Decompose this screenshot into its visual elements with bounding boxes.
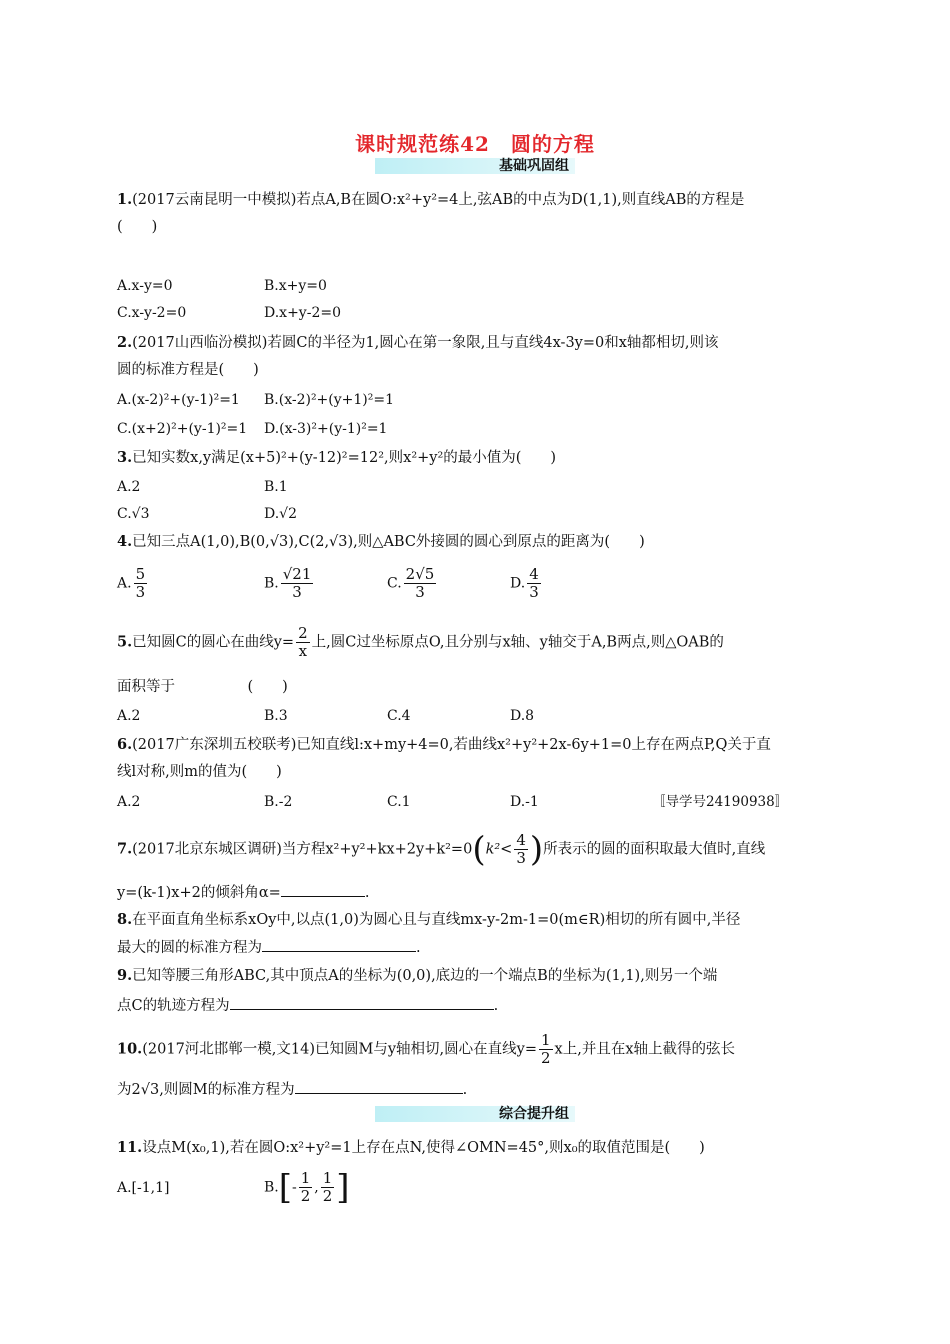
question-text: 已知圆C的圆心在曲线y= [132, 634, 295, 651]
option-b: B.x+y=0 [264, 278, 327, 294]
option-d: D.(x-3)²+(y-1)²=1 [264, 421, 388, 437]
question-text: 已知三点A(1,0),B(0,√3),C(2,√3),则△ABC外接圆的圆心到原点的距离为( ) [132, 534, 645, 550]
option-b: B.[- $\frac{1}{2}$ , $\frac{1}{2}$ ] [264, 1167, 350, 1208]
question-number: 5. [117, 633, 133, 651]
option-a: A.2 [117, 794, 141, 810]
answer-blank[interactable] [295, 1079, 463, 1094]
option-c: C.(x+2)²+(y-1)²=1 [117, 421, 248, 437]
question-text: 设点M(x₀,1),若在圆O:x²+y²=1上存在点N,使得∠OMN=45°,则x₀的取值范围是( ) [142, 1140, 705, 1156]
question-number: 9. [117, 967, 133, 984]
section-header-basic [375, 158, 575, 174]
option-a: A.2 [117, 479, 141, 495]
question-11 [117, 1138, 837, 1158]
question-1-paren: ( ) [117, 219, 158, 235]
question-number: 7. [117, 840, 133, 858]
question-7-line2: y=(k-1)x+2的倾斜角α= . [117, 882, 837, 903]
question-number: 4. [117, 533, 133, 550]
option-c: C. $\frac{2√5}{3}$ [387, 565, 435, 601]
question-1 [117, 190, 837, 210]
option-d: D. $\frac{4}{3}$ [510, 565, 539, 601]
section-label: 基础巩固组 [499, 158, 569, 174]
answer-blank[interactable] [230, 995, 494, 1010]
fraction: $\frac{2}{x}$ [298, 624, 308, 660]
question-6-line2: 线l对称,则m的值为( ) [117, 764, 282, 780]
page-title: 课时规范练42 圆的方程 [355, 132, 595, 156]
option-c: C.4 [387, 708, 411, 724]
option-c: C.1 [387, 794, 411, 810]
reference-number: 〚导学号24190938〛 [652, 794, 789, 810]
question-4 [117, 532, 837, 552]
question-number: 10. [117, 1040, 143, 1058]
question-9-line2: 点C的轨迹方程为 . [117, 995, 837, 1016]
question-6 [117, 735, 837, 755]
option-c: C.√3 [117, 506, 150, 522]
question-5-line2: 面积等于 ( ) [117, 679, 288, 695]
option-a: A.2 [117, 708, 141, 724]
question-number: 1. [117, 191, 133, 208]
option-d: D.8 [510, 708, 535, 724]
question-text: 已知等腰三角形ABC,其中顶点A的坐标为(0,0),底边的一个端点B的坐标为(1,1),则另一个端 [132, 968, 718, 984]
question-number: 3. [117, 449, 133, 466]
question-number: 8. [117, 911, 133, 928]
option-a: A.(x-2)²+(y-1)²=1 [117, 392, 240, 408]
option-b: B.1 [264, 479, 288, 495]
question-number: 2. [117, 334, 133, 351]
question-3 [117, 448, 837, 468]
option-a: A.[-1,1] [117, 1180, 170, 1196]
question-text: (2017河北邯郸一模,文14)已知圆M与y轴相切,圆心在直线y= [142, 1041, 537, 1058]
question-number: 11. [117, 1139, 143, 1156]
question-text: 在平面直角坐标系xOy中,以点(1,0)为圆心且与直线mx-y-2m-1=0(m∈R)相切的所有圆中,半径 [132, 912, 741, 928]
option-b: B.3 [264, 708, 288, 724]
question-2-line2: 圆的标准方程是( ) [117, 362, 259, 378]
fraction: $\frac{1}{2}$ [541, 1031, 551, 1067]
question-7: 7.(2017北京东城区调研)当方程x²+y²+kx+2y+k²=0(k²< $\frac{4}{3}$ )所表示的圆的面积取最大值时,直线 [117, 829, 766, 870]
option-a: A.x-y=0 [117, 278, 173, 294]
option-d: D.√2 [264, 506, 298, 522]
option-b: B.-2 [264, 794, 293, 810]
question-10-line2: 为2√3,则圆M的标准方程为 . [117, 1079, 837, 1100]
option-b: B.(x-2)²+(y+1)²=1 [264, 392, 395, 408]
option-d: D.-1 [510, 794, 539, 810]
question-5: 5.已知圆C的圆心在曲线y= $\frac{2}{x}$ 上,圆C过坐标原点O,且分别与x轴、y轴交于A,B两点,则△OAB的 [117, 624, 724, 660]
question-2 [117, 333, 837, 353]
answer-blank[interactable] [262, 937, 416, 952]
question-text: (2017山西临汾模拟)若圆C的半径为1,圆心在第一象限,且与直线4x-3y=0和x轴都相切,则该 [132, 335, 719, 351]
question-9 [117, 966, 837, 986]
fraction: $\frac{4}{3}$ [516, 831, 526, 867]
question-8-line2: 最大的圆的标准方程为 . [117, 937, 837, 958]
option-d: D.x+y-2=0 [264, 305, 341, 321]
question-text: (2017云南昆明一中模拟)若点A,B在圆O:x²+y²=4上,弦AB的中点为D(1,1),则直线AB的方程是 [132, 192, 745, 208]
question-text: (2017北京东城区调研)当方程x²+y²+kx+2y+k²=0 [132, 841, 473, 858]
question-8 [117, 910, 837, 930]
section-header-advanced [375, 1106, 575, 1122]
section-label: 综合提升组 [499, 1106, 569, 1122]
question-text: 已知实数x,y满足(x+5)²+(y-12)²=12²,则x²+y²的最小值为( ) [132, 450, 557, 466]
option-a: A. $\frac{5}{3}$ [117, 565, 146, 601]
option-b: B. $\frac{√21}{3}$ [264, 565, 312, 601]
question-text: (2017广东深圳五校联考)已知直线l:x+my+4=0,若曲线x²+y²+2x-6y+1=0上存在两点P,Q关于直 [132, 737, 771, 753]
question-number: 6. [117, 736, 133, 753]
question-10: 10.(2017河北邯郸一模,文14)已知圆M与y轴相切,圆心在直线y= $\frac{1}{2}$ x上,并且在x轴上截得的弦长 [117, 1031, 736, 1067]
answer-blank[interactable] [281, 882, 365, 897]
option-c: C.x-y-2=0 [117, 305, 187, 321]
